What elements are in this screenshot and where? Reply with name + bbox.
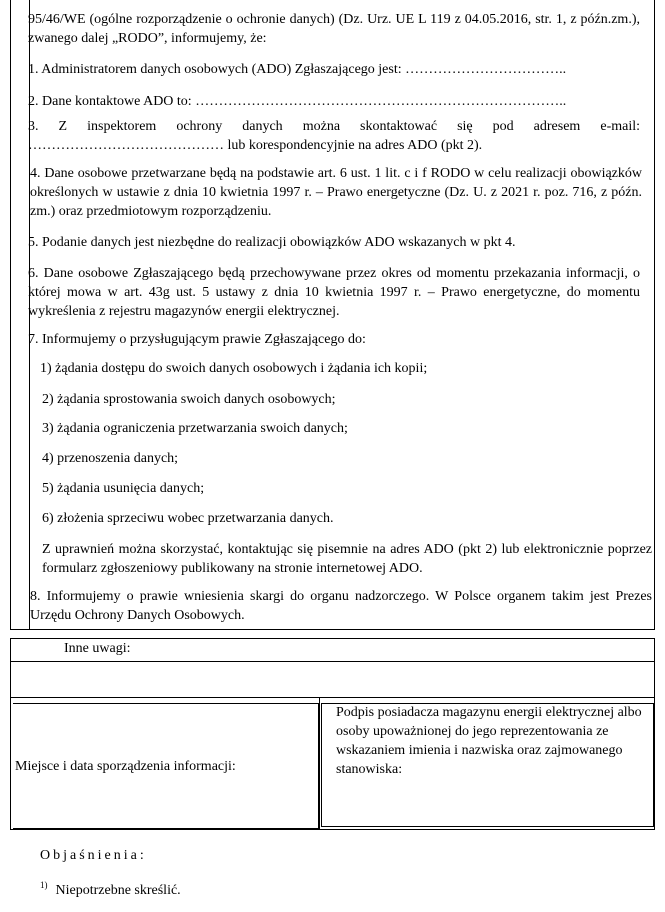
place-date-field[interactable] [13,703,319,829]
item-4: 4. Dane osobowe przetwarzane będą na podstawie art. 6 ust. 1 lit. c i f RODO w celu realizacji obowiązków określonych w ustawie z dnia 10 kwietnia 1997 r. – Prawo energetyczne (Dz. U. z 2021 r. poz. 716, z późn. zm.) oraz przedmiotowym rozporządzeniu. [30,166,642,219]
right-3: 3) żądania ograniczenia przetwarzania swoich danych; [42,421,348,436]
item-5: 5. Podanie danych jest niezbędne do realizacji obowiązków ADO wskazanych w pkt 4. [28,235,516,250]
right-5: 5) żądania usunięcia danych; [42,481,205,496]
right-4: 4) przenoszenia danych; [42,451,179,466]
footnote-marker: 1) [40,880,48,890]
right-1: 1) żądania dostępu do swoich danych osobowych i żądania ich kopii; [40,361,428,376]
signature-section [10,698,655,830]
other-notes-field[interactable] [10,662,655,698]
rights-note: Z uprawnień można skorzystać, kontaktując się pisemnie na adres ADO (pkt 2) lub elektronicznie poprzez formularz zgłoszeniowy publikowany na stronie internetowej ADO. [42,542,652,576]
item-2: 2. Dane kontaktowe ADO to: …………………………………………………………………….. [28,94,567,109]
other-notes-box [10,638,655,662]
place-date-cell [11,698,320,829]
item-3: 3. Z inspektorem ochrony danych można skontaktować się pod adresem e-mail: …………………………………… lub korespondencyjnie na adres ADO (pkt 2). [28,119,640,153]
footnote-text: Niepotrzebne skreślić. [55,883,181,898]
signature-field[interactable] [321,703,654,827]
place-date-label: Miejsce i data sporządzenia informacji: [15,759,236,774]
item-6: 6. Dane osobowe Zgłaszającego będą przechowywane przez okres od momentu przekazania informacji, o której mowa w art. 43g ust. 5 ustawy z dnia 10 kwietnia 1997 r. – Prawo energetyczne, do momentu wykreślenia z rejestru magazynów energii elektrycznej. [28,266,640,319]
signature-label: Podpis posiadacza magazynu energii elektrycznej albo osoby upoważnionej do jego reprezentowania ze wskazaniem imienia i nazwiska oraz zajmowanego stanowiska: [336,705,642,777]
item-8: 8. Informujemy o prawie wniesienia skargi do organu nadzorczego. W Polsce organem takim jest Prezes Urzędu Ochrony Danych Osobowych. [30,589,652,623]
item-7: 7. Informujemy o przysługującym prawie Zgłaszającego do: [28,332,366,347]
footnote [40,880,181,899]
right-6: 6) złożenia sprzeciwu wobec przetwarzania danych. [42,511,334,526]
item-1: 1. Administratorem danych osobowych (ADO) Zgłaszającego jest: …………………………….. [28,62,567,77]
other-notes-label: Inne uwagi: [64,641,131,656]
explanations-title: Objaśnienia: [40,848,147,863]
intro-text: 95/46/WE (ogólne rozporządzenie o ochronie danych) (Dz. Urz. UE L 119 z 04.05.2016, str. 1, z późn.zm.), zwanego dalej „RODO”, informujemy, że: [28,12,640,46]
right-2: 2) żądania sprostowania swoich danych osobowych; [42,392,336,407]
